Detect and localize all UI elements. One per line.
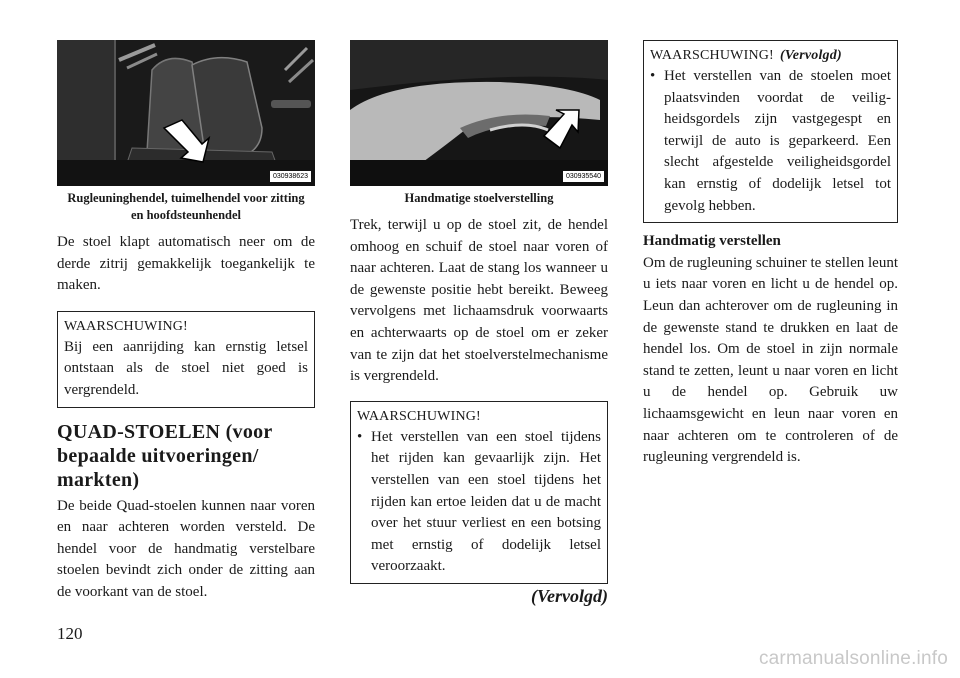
column-1: [57, 40, 315, 604]
subheading: Handmatig verstellen: [643, 233, 781, 250]
column-3: [643, 40, 898, 469]
page-number: 120: [57, 624, 83, 643]
warning-bullet: [357, 427, 601, 578]
warning-bullet-text: Het verstellen van een stoel tijdens het rijden kan gevaarlijk zijn. Het verstellen van een stoel tijdens het rijden kan ertoe leiden dat u de macht over het stuur verliest en een botsing met ernstig of dodelijk letsel veroorzaakt.: [371, 428, 601, 575]
warning-box: [643, 40, 898, 223]
figure-id: 030935540: [563, 171, 604, 182]
seat-levers-photo: [57, 40, 315, 186]
warning-title: [650, 46, 891, 66]
warning-box: [57, 311, 315, 408]
bullet-icon: •: [357, 428, 363, 445]
manual-adjust-photo: [350, 40, 608, 186]
warning-bullet-text: Het verstellen van de stoelen moet plaatsvinden voordat de veiligheidsgordels zijn vastgegespt en terwijl de auto is geparkeerd. Een slecht afgestelde veiligheidsgordel kan ernstig of dodelijk letsel tot gevolg hebben.: [664, 68, 891, 214]
figure-caption: Handmatige stoelverstelling: [404, 191, 554, 205]
bullet-icon: •: [650, 68, 656, 84]
body-text: Trek, terwijl u op de stoel zit, de hendel omhoog en schuif de stoel naar voren of naar achteren. Laat de stang los wanneer u de gewenste positie hebt bereikt. Beweeg vervolgens met lichaamsdruk voorwaarts en achterwaarts op de stoel om er zeker van te zijn dat het stoelverstelmechanisme is vergrendeld.: [350, 217, 608, 385]
figure-caption: Rugleuninghendel, tuimelhendel voor zitting en hoofdsteunhendel: [67, 191, 305, 222]
watermark: carmanualsonline.info: [758, 648, 948, 669]
figure-seat-levers: [57, 40, 315, 186]
section-title: QUAD-STOELEN (voor bepaalde uitvoeringen/ markten): [57, 420, 273, 491]
warning-text: Bij een aanrijding kan ernstig letsel ontstaan als de stoel niet goed is vergrendeld.: [64, 338, 308, 398]
intro-text: De stoel klapt automatisch neer om de derde zitrij gemakkelijk toegankelijk te maken.: [57, 234, 315, 294]
body-text: Om de rugleuning schuiner te stellen leunt u iets naar voren en licht u de hendel op. Leun dan achterover om de rugleuning in de gewenste stand te drukken en laat de hendel los. Om de stoel in zijn normale stand te zetten, leunt u naar voren en licht u de hendel op. Gebruik uw lichaamsgewicht en leun naar voren en naar achteren om te controleren of de rugleuning vergrendeld is.: [643, 254, 898, 466]
warning-bullet: [650, 66, 891, 217]
warning-title-text: WAARSCHUWING!: [650, 48, 774, 63]
column-2: [350, 40, 608, 607]
warning-title: WAARSCHUWING!: [64, 318, 188, 334]
continued-label: (Vervolgd): [531, 585, 608, 606]
warning-continued: (Vervolgd): [779, 48, 842, 63]
warning-title: WAARSCHUWING!: [357, 408, 481, 424]
warning-box: [350, 401, 608, 584]
figure-manual-adjust: [350, 40, 608, 186]
section-text: De beide Quad-stoelen kunnen naar voren en naar achteren worden versteld. De hendel voor de handmatig verstelbare stoelen bevindt zich onder de zitting aan de voorkant van de stoel.: [57, 497, 315, 600]
figure-id: 030938623: [270, 171, 311, 182]
